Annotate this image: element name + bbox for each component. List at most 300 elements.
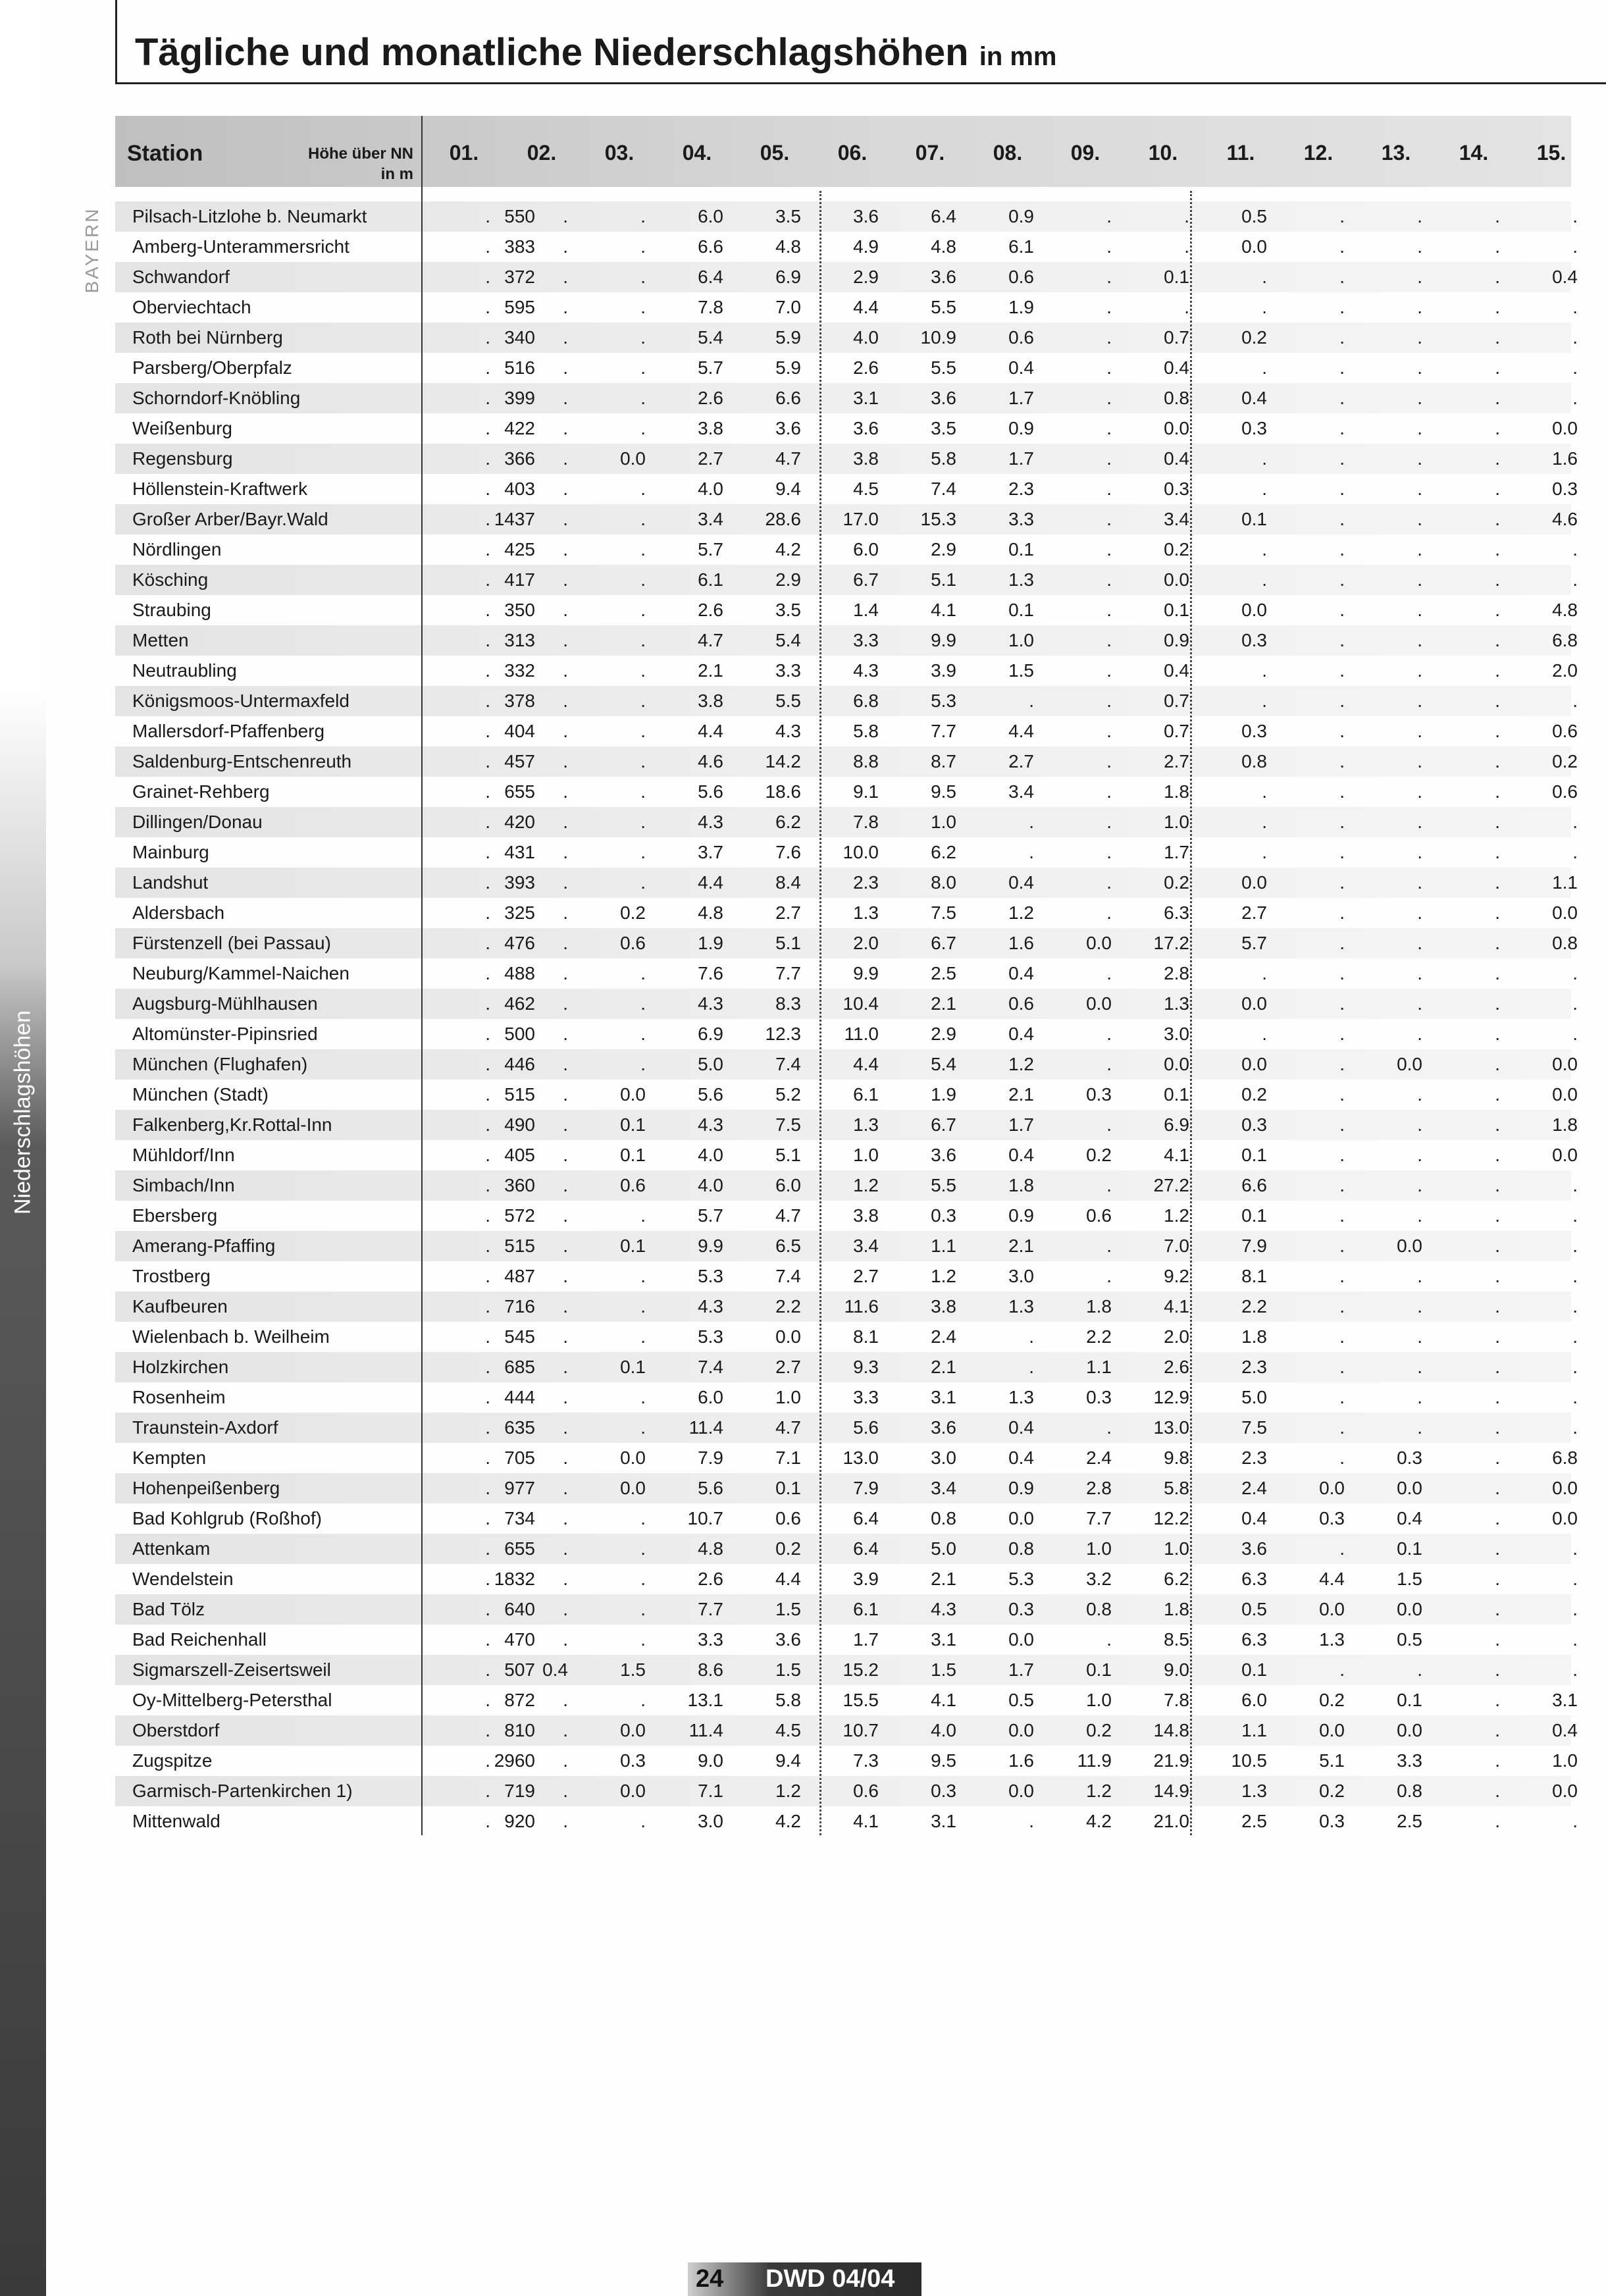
precip-value: 13.0 bbox=[1153, 1417, 1189, 1438]
table-row bbox=[115, 1715, 1578, 1746]
precip-value: . bbox=[1572, 297, 1578, 317]
table-row bbox=[115, 1170, 1578, 1201]
precip-value: . bbox=[485, 1326, 490, 1347]
precip-value: . bbox=[1495, 1266, 1500, 1286]
precip-value: . bbox=[640, 1205, 646, 1226]
precip-value: 0.6 bbox=[620, 1175, 646, 1195]
precip-value: 6.0 bbox=[698, 1387, 723, 1407]
precip-value: . bbox=[640, 721, 646, 741]
station-elevation: 487 bbox=[504, 1266, 535, 1286]
dotted-divider-day-05-06 bbox=[819, 191, 821, 1835]
precip-value: . bbox=[1339, 1024, 1345, 1044]
precip-value: . bbox=[1572, 236, 1578, 257]
station-elevation: 446 bbox=[504, 1054, 535, 1074]
precip-value: 2.1 bbox=[931, 1357, 956, 1377]
precip-value: 1.0 bbox=[1552, 1750, 1578, 1771]
precip-value: 7.1 bbox=[775, 1448, 801, 1468]
precip-value: . bbox=[1106, 479, 1112, 499]
precip-value: . bbox=[640, 600, 646, 620]
station-name: Straubing bbox=[132, 600, 211, 620]
precip-value: 1.3 bbox=[853, 1114, 879, 1135]
precip-value: 4.0 bbox=[698, 479, 723, 499]
precip-value: 4.3 bbox=[698, 1114, 723, 1135]
precip-value: 1.5 bbox=[1397, 1569, 1422, 1589]
precip-value: 0.4 bbox=[1241, 1508, 1267, 1528]
precip-value: 0.4 bbox=[1164, 448, 1189, 469]
precip-value: 2.6 bbox=[853, 357, 879, 378]
precip-value: 6.3 bbox=[1241, 1629, 1267, 1650]
precip-value: . bbox=[1495, 660, 1500, 681]
precip-value: . bbox=[1106, 872, 1112, 893]
precip-value: . bbox=[485, 751, 490, 771]
table-row bbox=[115, 201, 1578, 232]
precip-value: 0.0 bbox=[1008, 1508, 1034, 1528]
precip-value: 1.8 bbox=[1552, 1114, 1578, 1135]
precip-value: 8.1 bbox=[1241, 1266, 1267, 1286]
precip-value: 0.9 bbox=[1008, 206, 1034, 226]
precip-value: . bbox=[1417, 1417, 1422, 1438]
station-elevation: 734 bbox=[504, 1508, 535, 1528]
table-row bbox=[115, 777, 1578, 807]
table-row bbox=[115, 958, 1578, 989]
precip-value: . bbox=[1106, 448, 1112, 469]
precip-value: 0.3 bbox=[1319, 1508, 1345, 1528]
station-elevation: 325 bbox=[504, 902, 535, 923]
precip-value: . bbox=[1106, 1629, 1112, 1650]
precip-value: 8.6 bbox=[698, 1659, 723, 1680]
precip-value: 1.7 bbox=[1008, 1659, 1034, 1680]
precip-value: 0.0 bbox=[1241, 993, 1267, 1014]
precip-value: . bbox=[1106, 902, 1112, 923]
day-header: 07. bbox=[915, 141, 945, 165]
precip-value: 0.0 bbox=[1164, 418, 1189, 438]
precip-value: . bbox=[563, 1084, 568, 1105]
precip-value: 15.2 bbox=[842, 1659, 879, 1680]
precip-value: . bbox=[1495, 1720, 1500, 1740]
precip-value: . bbox=[640, 1569, 646, 1589]
precip-value: 4.2 bbox=[1086, 1811, 1112, 1831]
precip-value: . bbox=[1495, 1114, 1500, 1135]
precip-value: 3.1 bbox=[1552, 1690, 1578, 1710]
precip-value: . bbox=[640, 236, 646, 257]
precip-value: 1.3 bbox=[853, 902, 879, 923]
precip-value: . bbox=[1495, 357, 1500, 378]
precip-value: 0.4 bbox=[542, 1659, 568, 1680]
day-header: 15. bbox=[1536, 141, 1567, 165]
precip-value: . bbox=[1495, 1538, 1500, 1559]
station-elevation: 340 bbox=[504, 327, 535, 348]
precip-value: . bbox=[1417, 630, 1422, 650]
precip-value: . bbox=[1417, 1266, 1422, 1286]
precip-value: . bbox=[485, 691, 490, 711]
precip-value: 7.7 bbox=[698, 1599, 723, 1619]
precip-value: 0.6 bbox=[1552, 721, 1578, 741]
station-elevation: 490 bbox=[504, 1114, 535, 1135]
precip-value: 1.0 bbox=[1086, 1690, 1112, 1710]
precip-value: 4.8 bbox=[931, 236, 956, 257]
precip-value: 4.6 bbox=[698, 751, 723, 771]
day-header: 13. bbox=[1381, 141, 1411, 165]
precip-value: . bbox=[640, 1538, 646, 1559]
table-row bbox=[115, 1140, 1578, 1170]
precip-value: . bbox=[1417, 751, 1422, 771]
precip-value: . bbox=[485, 1599, 490, 1619]
station-name: Landshut bbox=[132, 872, 209, 893]
station-name: Ebersberg bbox=[132, 1205, 218, 1226]
precip-value: 5.5 bbox=[775, 691, 801, 711]
precip-value: . bbox=[1339, 1084, 1345, 1105]
precip-value: 0.1 bbox=[1008, 539, 1034, 560]
precip-value: . bbox=[1339, 781, 1345, 802]
precip-value: 0.6 bbox=[1086, 1205, 1112, 1226]
precip-value: 1.1 bbox=[1241, 1720, 1267, 1740]
precip-value: . bbox=[640, 1296, 646, 1317]
precip-value: 2.1 bbox=[1008, 1084, 1034, 1105]
station-name: Hohenpeißenberg bbox=[132, 1478, 280, 1498]
precip-value: 3.6 bbox=[853, 418, 879, 438]
precip-value: 9.1 bbox=[853, 781, 879, 802]
precip-value: . bbox=[563, 1448, 568, 1468]
station-name: Augsburg-Mühlhausen bbox=[132, 993, 318, 1014]
precip-value: 0.8 bbox=[1552, 933, 1578, 953]
precip-value: . bbox=[563, 1114, 568, 1135]
precip-value: 2.7 bbox=[775, 1357, 801, 1377]
precip-value: . bbox=[563, 872, 568, 893]
precip-value: 2.7 bbox=[1164, 751, 1189, 771]
precip-value: 6.6 bbox=[1241, 1175, 1267, 1195]
table-row bbox=[115, 565, 1578, 595]
precip-value: 0.0 bbox=[1008, 1720, 1034, 1740]
station-name: Wielenbach b. Weilheim bbox=[132, 1326, 330, 1347]
precip-value: 0.4 bbox=[1552, 1720, 1578, 1740]
precip-value: 7.4 bbox=[775, 1054, 801, 1074]
precip-value: 2.3 bbox=[853, 872, 879, 893]
station-elevation: 705 bbox=[504, 1448, 535, 1468]
station-name: Parsberg/Oberpfalz bbox=[132, 357, 292, 378]
precip-value: . bbox=[640, 509, 646, 529]
day-header: 01. bbox=[449, 141, 479, 165]
precip-value: . bbox=[563, 1387, 568, 1407]
station-name: Saldenburg-Entschenreuth bbox=[132, 751, 352, 771]
precip-value: 4.1 bbox=[1164, 1296, 1189, 1317]
precip-value: 5.7 bbox=[698, 1205, 723, 1226]
precip-value: . bbox=[1495, 1387, 1500, 1407]
precip-value: 1.2 bbox=[775, 1781, 801, 1801]
table-row bbox=[115, 1292, 1578, 1322]
station-name: Pilsach-Litzlohe b. Neumarkt bbox=[132, 206, 367, 226]
precip-value: . bbox=[563, 297, 568, 317]
table-row bbox=[115, 353, 1578, 383]
station-name: Amberg-Unterammersricht bbox=[132, 236, 350, 257]
station-name: Trostberg bbox=[132, 1266, 211, 1286]
precip-value: 1.9 bbox=[931, 1084, 956, 1105]
precip-value: 3.5 bbox=[775, 600, 801, 620]
precip-value: . bbox=[563, 691, 568, 711]
precip-value: 5.9 bbox=[775, 357, 801, 378]
precip-value: . bbox=[640, 630, 646, 650]
precip-value: 7.7 bbox=[775, 963, 801, 983]
precip-value: . bbox=[1495, 569, 1500, 590]
precip-value: 0.1 bbox=[1241, 1205, 1267, 1226]
precip-value: 4.8 bbox=[698, 902, 723, 923]
precip-value: 3.0 bbox=[698, 1811, 723, 1831]
station-elevation: 420 bbox=[504, 812, 535, 832]
precip-value: 10.4 bbox=[842, 993, 879, 1014]
precip-value: 4.1 bbox=[1164, 1145, 1189, 1165]
precip-value: . bbox=[1262, 691, 1267, 711]
station-elevation: 431 bbox=[504, 842, 535, 862]
table-row bbox=[115, 656, 1578, 686]
precip-value: . bbox=[563, 539, 568, 560]
precip-value: 1.0 bbox=[1164, 812, 1189, 832]
precip-value: . bbox=[485, 1114, 490, 1135]
precip-value: 5.6 bbox=[853, 1417, 879, 1438]
precip-value: 2.3 bbox=[1241, 1448, 1267, 1468]
precip-value: . bbox=[563, 993, 568, 1014]
precip-value: . bbox=[563, 1629, 568, 1650]
precip-value: 0.1 bbox=[1164, 600, 1189, 620]
precip-value: . bbox=[1339, 660, 1345, 681]
precip-value: 17.0 bbox=[842, 509, 879, 529]
station-name: Falkenberg,Kr.Rottal-Inn bbox=[132, 1114, 332, 1135]
precip-value: 1.6 bbox=[1552, 448, 1578, 469]
precip-value: 0.8 bbox=[931, 1508, 956, 1528]
precip-value: . bbox=[1339, 691, 1345, 711]
precip-value: 1.5 bbox=[620, 1659, 646, 1680]
precip-value: 6.1 bbox=[853, 1599, 879, 1619]
precip-value: 8.5 bbox=[1164, 1629, 1189, 1650]
table-row bbox=[115, 1049, 1578, 1080]
precip-value: . bbox=[640, 388, 646, 408]
precip-value: 0.5 bbox=[1241, 206, 1267, 226]
precip-value: . bbox=[1262, 842, 1267, 862]
station-elevation: 1437 bbox=[494, 509, 535, 529]
precip-value: 9.4 bbox=[775, 479, 801, 499]
precip-value: . bbox=[563, 388, 568, 408]
precip-value: . bbox=[485, 206, 490, 226]
precip-value: 0.1 bbox=[620, 1357, 646, 1377]
precip-value: . bbox=[563, 842, 568, 862]
day-header: 06. bbox=[837, 141, 868, 165]
precip-value: . bbox=[1339, 569, 1345, 590]
precip-value: 0.0 bbox=[775, 1326, 801, 1347]
precip-value: 0.2 bbox=[1552, 751, 1578, 771]
precip-value: 0.0 bbox=[1552, 902, 1578, 923]
precip-value: . bbox=[563, 509, 568, 529]
precip-value: 8.4 bbox=[775, 872, 801, 893]
precip-value: 1.9 bbox=[1008, 297, 1034, 317]
precip-value: 0.4 bbox=[1164, 357, 1189, 378]
table-row bbox=[115, 1473, 1578, 1503]
precip-value: . bbox=[1495, 1659, 1500, 1680]
issue-label: DWD 04/04 bbox=[765, 2265, 895, 2293]
precip-value: . bbox=[1572, 388, 1578, 408]
station-elevation: 515 bbox=[504, 1236, 535, 1256]
precip-value: 0.9 bbox=[1164, 630, 1189, 650]
precip-value: 6.1 bbox=[853, 1084, 879, 1105]
precip-value: 0.0 bbox=[620, 1084, 646, 1105]
precip-value: 1.1 bbox=[931, 1236, 956, 1256]
precip-value: 2.0 bbox=[853, 933, 879, 953]
precip-value: 9.0 bbox=[1164, 1659, 1189, 1680]
precip-value: 0.3 bbox=[931, 1781, 956, 1801]
station-column-header: Station bbox=[127, 141, 203, 166]
precip-value: . bbox=[485, 569, 490, 590]
precip-value: 11.4 bbox=[688, 1720, 723, 1740]
precip-value: . bbox=[1572, 1024, 1578, 1044]
precip-value: 1.7 bbox=[1164, 842, 1189, 862]
precip-value: . bbox=[563, 1145, 568, 1165]
precip-value: 3.4 bbox=[698, 509, 723, 529]
table-row bbox=[115, 1503, 1578, 1534]
precip-value: 0.5 bbox=[1241, 1599, 1267, 1619]
precip-value: . bbox=[1495, 1357, 1500, 1377]
precip-value: . bbox=[1495, 1629, 1500, 1650]
precip-value: 3.5 bbox=[775, 206, 801, 226]
station-name: Bad Tölz bbox=[132, 1599, 205, 1619]
station-elevation: 366 bbox=[504, 448, 535, 469]
precip-value: . bbox=[1339, 1236, 1345, 1256]
station-name: Mühldorf/Inn bbox=[132, 1145, 235, 1165]
precip-value: 0.4 bbox=[1008, 872, 1034, 893]
precip-value: . bbox=[640, 1599, 646, 1619]
precip-value: 2.0 bbox=[1164, 1326, 1189, 1347]
table-row bbox=[115, 989, 1578, 1019]
precip-value: 0.0 bbox=[1552, 1781, 1578, 1801]
precip-value: . bbox=[1262, 1024, 1267, 1044]
station-elevation: 1832 bbox=[494, 1569, 535, 1589]
precip-value: . bbox=[1262, 357, 1267, 378]
precip-value: . bbox=[1495, 1236, 1500, 1256]
station-elevation: 719 bbox=[504, 1781, 535, 1801]
precip-value: . bbox=[1339, 902, 1345, 923]
precip-value: . bbox=[1572, 206, 1578, 226]
precip-value: . bbox=[563, 327, 568, 348]
precip-value: 5.0 bbox=[1241, 1387, 1267, 1407]
station-name: Regensburg bbox=[132, 448, 233, 469]
precip-value: . bbox=[1572, 1417, 1578, 1438]
precip-value: . bbox=[1106, 327, 1112, 348]
precip-value: 4.7 bbox=[775, 1205, 801, 1226]
precip-value: . bbox=[1495, 1145, 1500, 1165]
precip-value: 5.1 bbox=[1319, 1750, 1345, 1771]
station-elevation: 404 bbox=[504, 721, 535, 741]
precip-value: 0.4 bbox=[1241, 388, 1267, 408]
precip-value: . bbox=[1495, 236, 1500, 257]
precip-value: . bbox=[640, 751, 646, 771]
precip-value: 2.0 bbox=[1552, 660, 1578, 681]
precip-value: . bbox=[640, 1629, 646, 1650]
station-elevation: 378 bbox=[504, 691, 535, 711]
precip-value: 13.1 bbox=[687, 1690, 723, 1710]
station-elevation: 572 bbox=[504, 1205, 535, 1226]
precip-value: . bbox=[485, 902, 490, 923]
precip-value: . bbox=[1572, 812, 1578, 832]
precip-value: . bbox=[1572, 1357, 1578, 1377]
precip-value: 0.9 bbox=[1008, 418, 1034, 438]
precip-value: 5.0 bbox=[698, 1054, 723, 1074]
precip-value: 4.7 bbox=[775, 448, 801, 469]
precip-value: 0.0 bbox=[1397, 1720, 1422, 1740]
precip-value: 4.3 bbox=[775, 721, 801, 741]
precip-value: . bbox=[1339, 933, 1345, 953]
precip-value: 1.3 bbox=[1008, 569, 1034, 590]
precip-value: 2.4 bbox=[1241, 1478, 1267, 1498]
station-name: Mittenwald bbox=[132, 1811, 220, 1831]
precip-value: . bbox=[1417, 902, 1422, 923]
precip-value: . bbox=[1106, 539, 1112, 560]
precip-value: 0.7 bbox=[1164, 691, 1189, 711]
precip-value: 3.0 bbox=[1008, 1266, 1034, 1286]
precip-value: . bbox=[563, 812, 568, 832]
precip-value: . bbox=[485, 1538, 490, 1559]
precip-value: . bbox=[485, 872, 490, 893]
precip-value: 3.1 bbox=[853, 388, 879, 408]
precip-value: . bbox=[1339, 1175, 1345, 1195]
table-row bbox=[115, 1564, 1578, 1594]
precip-value: . bbox=[563, 1478, 568, 1498]
station-name: Traunstein-Axdorf bbox=[132, 1417, 278, 1438]
precip-value: 2.7 bbox=[853, 1266, 879, 1286]
station-elevation: 457 bbox=[504, 751, 535, 771]
precip-value: 7.9 bbox=[1241, 1236, 1267, 1256]
precip-value: 4.8 bbox=[698, 1538, 723, 1559]
precip-value: . bbox=[1572, 569, 1578, 590]
precip-value: 1.7 bbox=[1008, 1114, 1034, 1135]
precip-value: 6.8 bbox=[1552, 1448, 1578, 1468]
precip-value: . bbox=[1495, 1024, 1500, 1044]
precip-value: . bbox=[1417, 267, 1422, 287]
station-elevation: 500 bbox=[504, 1024, 535, 1044]
precip-value: 6.2 bbox=[1164, 1569, 1189, 1589]
precip-value: 1.8 bbox=[1241, 1326, 1267, 1347]
precip-value: . bbox=[1339, 448, 1345, 469]
precip-value: 2.7 bbox=[1241, 902, 1267, 923]
precip-value: 11.4 bbox=[688, 1417, 723, 1438]
precip-value: . bbox=[563, 569, 568, 590]
station-name: Attenkam bbox=[132, 1538, 211, 1559]
precip-value: . bbox=[485, 1357, 490, 1377]
precip-value: . bbox=[1339, 963, 1345, 983]
precip-value: . bbox=[1106, 963, 1112, 983]
precip-value: . bbox=[1106, 721, 1112, 741]
station-name: Oberstdorf bbox=[132, 1720, 220, 1740]
station-name: Kempten bbox=[132, 1448, 207, 1468]
precip-value: 4.3 bbox=[853, 660, 879, 681]
day-header: 02. bbox=[527, 141, 557, 165]
precip-value: 0.3 bbox=[1241, 1114, 1267, 1135]
precip-value: 5.4 bbox=[931, 1054, 956, 1074]
precip-value: . bbox=[1417, 963, 1422, 983]
precip-value: . bbox=[1029, 691, 1034, 711]
station-elevation: 470 bbox=[504, 1629, 535, 1650]
precip-value: . bbox=[485, 1720, 490, 1740]
precip-value: . bbox=[1417, 448, 1422, 469]
precip-value: . bbox=[1417, 1357, 1422, 1377]
precip-value: 9.3 bbox=[853, 1357, 879, 1377]
precip-value: . bbox=[1106, 1114, 1112, 1135]
precip-value: . bbox=[1572, 357, 1578, 378]
page-title-text: Tägliche und monatliche Niederschlagshöhen bbox=[135, 31, 969, 74]
precip-value: . bbox=[1495, 509, 1500, 529]
precip-value: 0.3 bbox=[1086, 1084, 1112, 1105]
station-name: Sigmarszell-Zeisertsweil bbox=[132, 1659, 331, 1680]
precip-value: 6.2 bbox=[775, 812, 801, 832]
precip-value: . bbox=[563, 1205, 568, 1226]
precip-value: . bbox=[1572, 1236, 1578, 1256]
precip-value: . bbox=[563, 600, 568, 620]
precip-value: 0.0 bbox=[1164, 569, 1189, 590]
